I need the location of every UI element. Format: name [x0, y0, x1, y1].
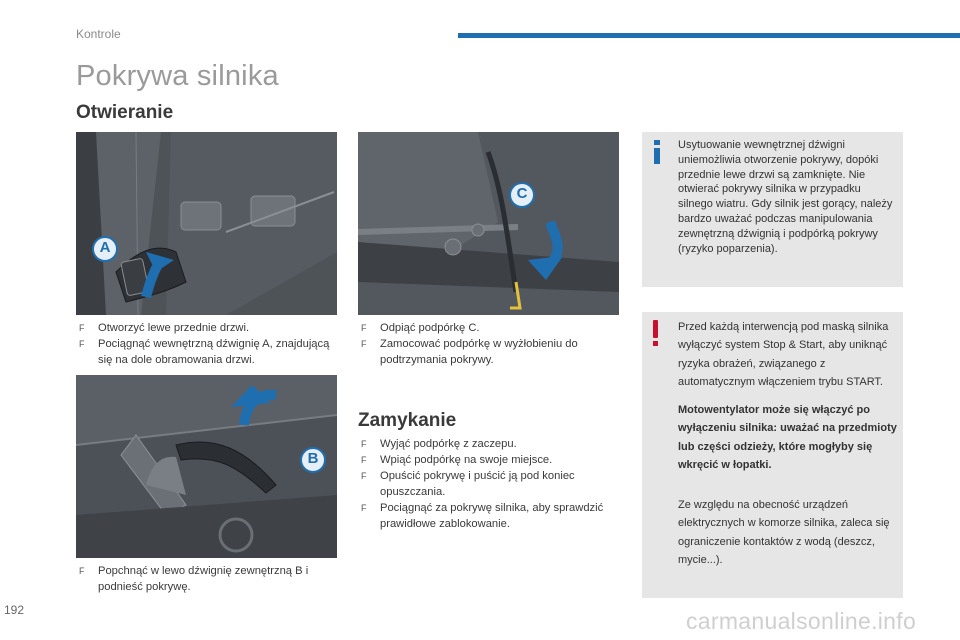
opening-steps-b [76, 563, 344, 595]
list-item: F Pociągnąć wewnętrzną dźwignię A, znajdującą się na dole obramowania drzwi. [79, 338, 330, 366]
watermark: carmanualsonline.info [686, 608, 917, 634]
closing-heading: Zamykanie [358, 410, 457, 431]
photo-c-label: C [516, 185, 528, 202]
bullet-icon: F [79, 339, 85, 349]
list-item: F Zamocować podpórkę w wyżłobieniu do podtrzymania pokrywy. [361, 338, 578, 366]
photo-external-lever [76, 375, 337, 558]
header-accent-bar [458, 33, 960, 38]
bullet-icon: F [361, 323, 367, 333]
warning-box [642, 312, 903, 598]
list-item: F Wpiąć podpórkę na swoje miejsce. [361, 454, 553, 466]
bullet-icon: F [361, 455, 367, 465]
bullet-icon: F [361, 439, 367, 449]
closing-steps [358, 436, 626, 532]
section-label: Kontrole [76, 27, 121, 41]
bullet-icon: F [79, 566, 85, 576]
opening-steps-c [358, 320, 620, 368]
bullet-icon: F [361, 339, 367, 349]
list-item: F Popchnąć w lewo dźwignię zewnętrzną B i podnieść pokrywę. [79, 565, 309, 593]
photo-b-label: B [307, 450, 319, 467]
info-box [642, 132, 903, 287]
photo-prop-rod [358, 132, 619, 315]
warning-paragraph: Ze względu na obecność urządzeń elektrycznych w komorze silnika, zaleca się ograniczenie kontaktów z wodą (deszcz, mycie...). [678, 499, 890, 567]
opening-heading: Otwieranie [76, 102, 174, 123]
warning-paragraph-bold: Motowentylator może się włączyć po wyłączeniu silnika: uważać na przedmioty lub części odzieży, które mogłyby się wkręcić w łopatki. [678, 404, 897, 472]
list-item: F Wyjąć podpórkę z zaczepu. [361, 438, 517, 450]
list-item: F Odpiąć podpórkę C. [361, 322, 480, 334]
warning-paragraph: Przed każdą interwencją pod maską silnika wyłączyć system Stop & Start, aby uniknąć ryzyka obrażeń, związanego z automatycznym włączeniem trybu START. [678, 321, 889, 389]
list-item: F Pociągnąć za pokrywę silnika, aby sprawdzić prawidłowe zablokowanie. [361, 502, 604, 530]
photo-interior-lever [76, 132, 337, 315]
info-text: Usytuowanie wewnętrznej dźwigni uniemożliwia otworzenie pokrywy, dopóki przednie lewe drzwi są zamknięte. Nie otwierać pokrywy silnika w przypadku silnego wiatru. Gdy silnik jest gorący, należy bardzo uważać podczas manipulowania zewnętrzną dźwignią i podpórką pokrywy (ryzyko poparzenia). [678, 139, 893, 255]
page-number: 192 [4, 603, 25, 617]
bullet-icon: F [361, 503, 367, 513]
page-title: Pokrywa silnika [76, 60, 279, 92]
list-item: F Otworzyć lewe przednie drzwi. [79, 322, 250, 334]
list-item: F Opuścić pokrywę i puścić ją pod koniec opuszczania. [361, 470, 575, 498]
bullet-icon: F [361, 471, 367, 481]
photo-a-label: A [99, 239, 111, 256]
opening-steps-a [76, 320, 346, 368]
bullet-icon: F [79, 323, 85, 333]
